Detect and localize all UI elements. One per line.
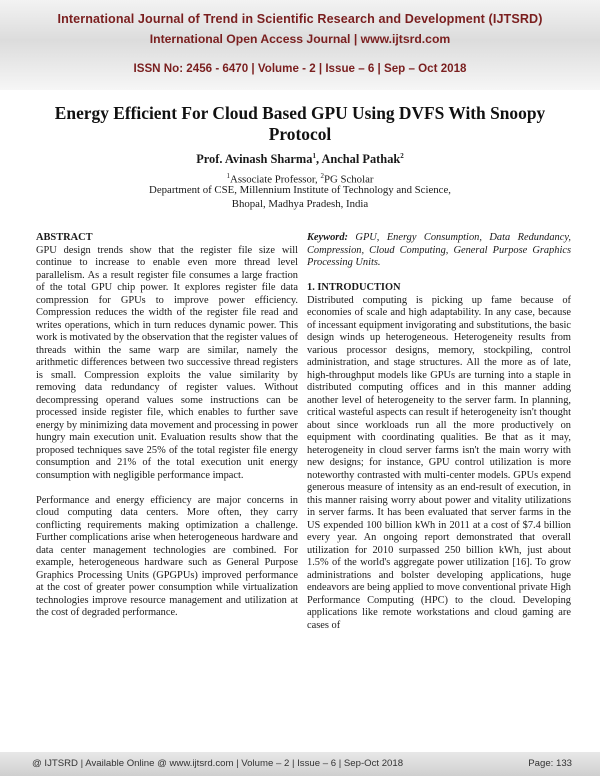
left-column (36, 232, 298, 620)
author-superscript: 1 (312, 152, 316, 160)
issn-volume-line: ISSN No: 2456 - 6470 | Volume - 2 | Issue – 6 | Sep – Oct 2018 (133, 62, 467, 75)
abstract-paragraph: Performance and energy efficiency are major concerns in cloud computing data centers. More often, they carry conflicting requirements making optimization a challenge. Further complications arise when heterogeneous hardware and data center management technologies are combined. For example, heterogeneous hardware such as General Purpose Graphics Processing Units (GPGPUs) improved performance at the cost of greater power consumption while virtualization technologies improve resource management and utilization at the cost of degraded performance. (36, 494, 298, 618)
role-superscript: 1 (226, 172, 231, 180)
keyword-text: GPU, Energy Consumption, Data Redundancy, Compression, Cloud Computing, General Purpose Graphics Processing Units. (307, 232, 571, 268)
page-footer (0, 752, 600, 776)
paper-title: Energy Efficient For Cloud Based GPU Using DVFS With Snoopy Protocol (54, 103, 546, 144)
abstract-heading: ABSTRACT (36, 232, 93, 243)
page-number: Page: 133 (528, 758, 572, 769)
author-separator: , (315, 152, 322, 167)
author-superscript: 2 (400, 152, 404, 160)
author-line (0, 152, 600, 167)
journal-name: International Journal of Trend in Scientific Research and Development (IJTSRD) (57, 12, 543, 26)
introduction-heading: 1. INTRODUCTION (307, 282, 401, 293)
right-column (307, 232, 571, 632)
keywords (307, 232, 571, 270)
journal-header (0, 0, 600, 90)
author-name: Prof. Avinash Sharma (196, 152, 313, 167)
abstract-paragraph: GPU design trends show that the register file size will continue to increase to enable even more thread level parallelism. As a result register file consumes a large fraction of the total GPU chip power. It explores register file data compression for GPUs to improve power efficiency. Compression reduces the width of the register file read and writes operations, which in turn reduces dynamic power. This work is motivated by the observation that the register values of threads within the same warp are similar, namely the arithmetic differences between two successive thread registers is small. Compression exploits the value similarity by removing data redundancy of register values. Without decompressing operand values some instructions can be processed inside register file, which enables to further save energy by minimizing data movement and processing in power hungry main execution unit. Evaluation results show that the proposed techniques save 25% of the total register file energy consumption and 21% of the total execution unit energy consumption with negligible performance impact. (36, 244, 299, 481)
role-text: Associate Professor, (230, 173, 321, 186)
role-text: PG Scholar (323, 173, 374, 186)
location: Bhopal, Madhya Pradesh, India (231, 198, 369, 210)
introduction-paragraph: Distributed computing is picking up fame because of economies of scale and high adaptability. In any case, because of incessant equipment invigorating and substitutions, the basic design winds up heterogeneous. Heterogeneity results from various processor designs, memory, stockpiling, control administration, and stage structures. All the more as of late, high-throughput models like GPUs are turning into a staple in distributed computing offices and in this manner adding another level of heterogeneity to the server farm. In planning, critical wasteful aspects can result if heterogeneity isn't thought about since workloads run all the more productively on equipment with coordinating qualities. Be that as it may, heterogeneity in cloud server farms isn't the main worry with new designs; for instance, GPU control utilization is more noteworthy contrasted with multi-center models. GPUs expend generous measure of intensity as an end-result of execution, in this manner raising worry about power and vitality utilizations in server farms. It has been evaluated that server farms in the US expended 100 billion kWh in 2011 at a cost of $7.4 billion every year. An ongoing report demonstrated that overall utilization for 2010 surpassed 250 billion kWh, just about 1.5% of the world's aggregate power utilization [16]. To grow administrations and bolster developing applications, huge endeavors are being applied to move conventional private High Performance Computing (HPC) to the cloud. Developing applications like remote workstations and cloud gaming are cases of (307, 294, 571, 631)
role-superscript: 2 (320, 172, 324, 180)
footer-citation: @ IJTSRD | Available Online @ www.ijtsrd.com | Volume – 2 | Issue – 6 | Sep-Oct 2018 (32, 758, 404, 769)
journal-subtitle: International Open Access Journal | www.ijtsrd.com (149, 32, 451, 46)
department: Department of CSE, Millennium Institute of Technology and Science, (149, 184, 451, 196)
keyword-label: Keyword: (307, 232, 348, 243)
author-name: Anchal Pathak (321, 152, 401, 167)
